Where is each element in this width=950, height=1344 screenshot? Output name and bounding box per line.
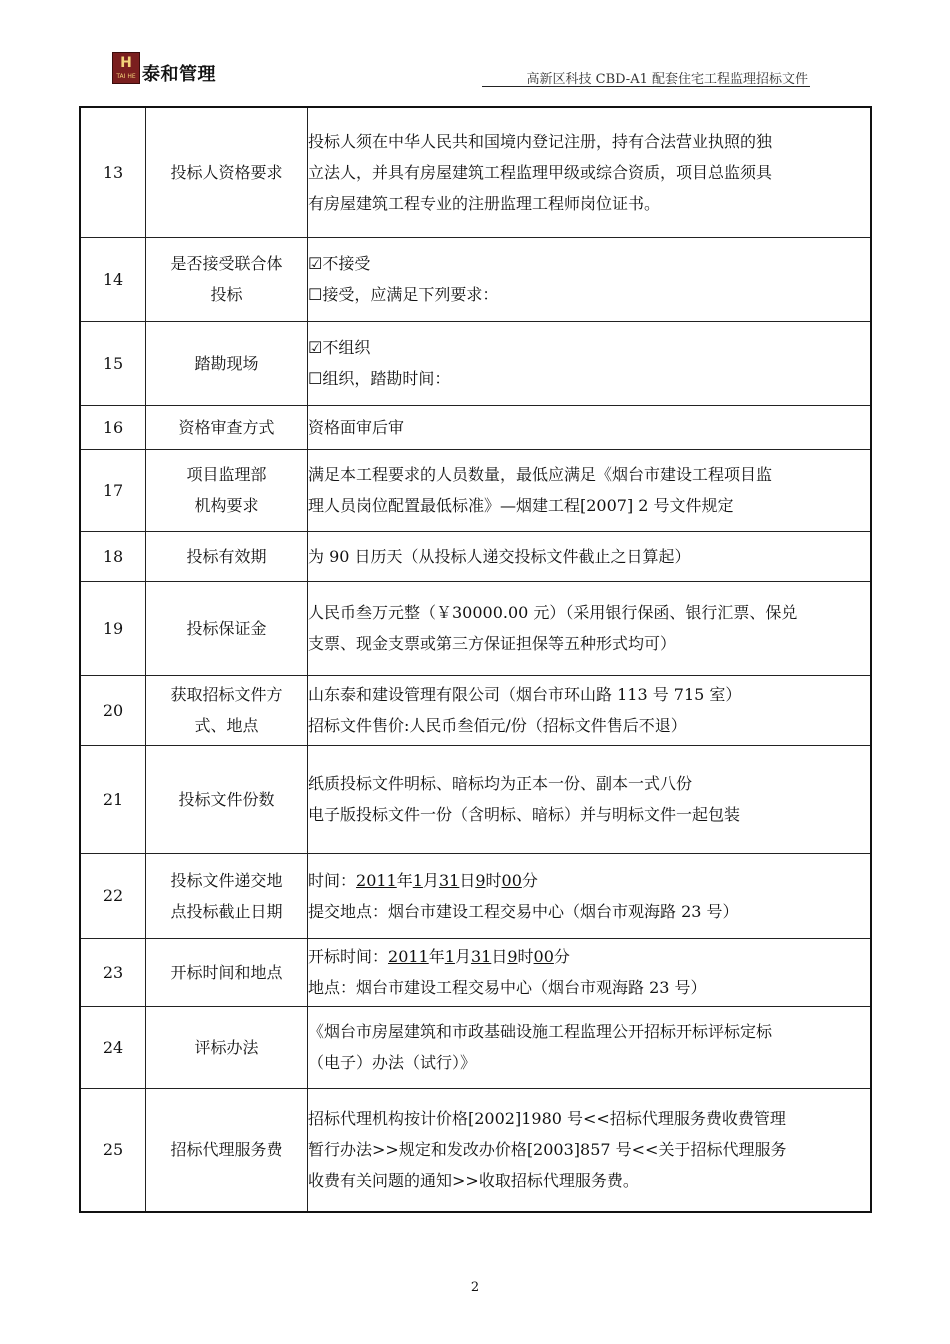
tender-info-table xyxy=(79,106,872,1213)
content-line: 提交地点：烟台市建设工程交易中心（烟台市观海路 23 号） xyxy=(308,901,739,921)
row-item xyxy=(146,675,308,745)
content-line: 有房屋建筑工程专业的注册监理工程师岗位证书。 xyxy=(308,193,661,213)
hour-unit: 时 xyxy=(485,870,502,890)
row-item xyxy=(146,449,308,531)
content-line: 资格面审后审 xyxy=(308,417,405,437)
hour-value: 9 xyxy=(475,870,486,890)
content-line: （电子）办法（试行）》 xyxy=(308,1053,477,1072)
table-row xyxy=(80,321,871,405)
month-unit: 月 xyxy=(454,947,471,966)
page-header xyxy=(112,52,810,88)
row-content xyxy=(308,853,872,938)
hour-unit: 时 xyxy=(517,947,534,966)
item-line: 是否接受联合体 xyxy=(170,254,283,273)
table-row xyxy=(80,1088,871,1212)
row-number: 17 xyxy=(80,449,146,531)
day-unit: 日 xyxy=(491,947,508,966)
row-number: 20 xyxy=(80,675,146,745)
minute-unit: 分 xyxy=(553,947,570,966)
header-divider xyxy=(482,86,810,87)
month-value: 1 xyxy=(412,870,423,890)
hour-value: 9 xyxy=(507,947,518,966)
row-content xyxy=(308,1006,872,1088)
month-unit: 月 xyxy=(422,870,439,890)
content-line: 招标代理机构按计价格[2002]1980 号<<招标代理服务费收费管理 xyxy=(308,1109,786,1129)
row-number: 16 xyxy=(80,405,146,449)
table-row xyxy=(80,531,871,581)
document-title: 高新区科技 CBD-A1 配套住宅工程监理招标文件 xyxy=(526,72,808,87)
row-content xyxy=(308,405,872,449)
row-content xyxy=(308,745,872,853)
company-name: 泰和管理 xyxy=(142,64,216,85)
content-line: 电子版投标文件一份（含明标、暗标）并与明标文件一起包装 xyxy=(308,805,741,824)
item-line: 项目监理部 xyxy=(186,465,267,484)
row-number: 25 xyxy=(80,1088,146,1212)
logo-mark: H xyxy=(120,55,132,71)
day-value: 31 xyxy=(438,870,460,890)
table-row xyxy=(80,1006,871,1088)
day-value: 31 xyxy=(470,947,492,966)
content-line: 山东泰和建设管理有限公司（烟台市环山路 113 号 715 室） xyxy=(308,685,742,704)
logo-subtext: TAI HE xyxy=(116,73,136,80)
row-number: 15 xyxy=(80,321,146,405)
row-number: 21 xyxy=(80,745,146,853)
company-logo-icon xyxy=(112,52,140,84)
row-content xyxy=(308,449,872,531)
row-item: 资格审查方式 xyxy=(146,405,308,449)
content-line: ☐接受，应满足下列要求： xyxy=(308,285,499,304)
row-item xyxy=(146,853,308,938)
row-number: 22 xyxy=(80,853,146,938)
row-item: 投标文件份数 xyxy=(146,745,308,853)
table-row xyxy=(80,938,871,1006)
row-content xyxy=(308,1088,872,1212)
time-label: 开标时间： xyxy=(308,947,389,966)
time-label: 时间： xyxy=(308,870,357,890)
table-row xyxy=(80,237,871,321)
row-number: 24 xyxy=(80,1006,146,1088)
table-row xyxy=(80,449,871,531)
content-line: 收费有关问题的通知>>收取招标代理服务费。 xyxy=(308,1171,639,1191)
content-line: 立法人，并具有房屋建筑工程监理甲级或综合资质，项目总监须具 xyxy=(308,162,773,182)
row-item: 开标时间和地点 xyxy=(146,938,308,1006)
item-line: 投标文件递交地 xyxy=(170,870,283,890)
row-content xyxy=(308,321,872,405)
row-content xyxy=(308,107,872,237)
minute-value: 00 xyxy=(501,870,522,890)
row-content xyxy=(308,675,872,745)
row-item: 评标办法 xyxy=(146,1006,308,1088)
day-unit: 日 xyxy=(459,870,476,890)
content-line: 支票、现金支票或第三方保证担保等五种形式均可） xyxy=(308,634,677,653)
item-line: 式、地点 xyxy=(194,716,259,735)
content-line: 为 90 日历天（从投标人递交投标文件截止之日算起） xyxy=(308,546,691,566)
row-item: 投标人资格要求 xyxy=(146,107,308,237)
row-item: 投标有效期 xyxy=(146,531,308,581)
content-line: 地点：烟台市建设工程交易中心（烟台市观海路 23 号） xyxy=(308,978,707,997)
minute-value: 00 xyxy=(533,947,554,966)
row-item: 踏勘现场 xyxy=(146,321,308,405)
content-line: 暂行办法>>规定和发改办价格[2003]857 号<<关于招标代理服务 xyxy=(308,1140,787,1160)
content-line: 理人员岗位配置最低标准》—烟建工程[2007] 2 号文件规定 xyxy=(308,496,734,515)
table-row xyxy=(80,581,871,675)
minute-unit: 分 xyxy=(521,870,538,890)
row-number: 13 xyxy=(80,107,146,237)
item-line: 投标 xyxy=(210,285,243,304)
item-line: 机构要求 xyxy=(194,496,259,515)
year-value: 2011 xyxy=(356,870,397,890)
row-number: 18 xyxy=(80,531,146,581)
page-number: 2 xyxy=(470,1280,480,1295)
submission-time-line xyxy=(308,865,870,896)
content-line: 纸质投标文件明标、暗标均为正本一份、副本一式八份 xyxy=(308,774,693,793)
row-item: 投标保证金 xyxy=(146,581,308,675)
year-unit: 年 xyxy=(428,947,445,966)
row-content xyxy=(308,581,872,675)
month-value: 1 xyxy=(444,947,455,966)
content-line: 招标文件售价:人民币叁佰元/份（招标文件售后不退） xyxy=(308,716,687,735)
table-row xyxy=(80,745,871,853)
content-line: 投标人须在中华人民共和国境内登记注册，持有合法营业执照的独 xyxy=(308,131,773,151)
year-unit: 年 xyxy=(396,870,413,890)
item-line: 获取招标文件方 xyxy=(170,685,283,704)
table-row xyxy=(80,107,871,237)
item-line: 点投标截止日期 xyxy=(170,901,283,921)
year-value: 2011 xyxy=(388,947,429,966)
content-line: ☐组织，踏勘时间： xyxy=(308,369,451,388)
table-row xyxy=(80,405,871,449)
table-row xyxy=(80,853,871,938)
row-item xyxy=(146,237,308,321)
row-content xyxy=(308,531,872,581)
row-item: 招标代理服务费 xyxy=(146,1088,308,1212)
content-line: ☑不组织 xyxy=(308,338,371,357)
table-row xyxy=(80,675,871,745)
content-line: 《烟台市房屋建筑和市政基础设施工程监理公开招标开标评标定标 xyxy=(308,1022,773,1041)
row-number: 23 xyxy=(80,938,146,1006)
content-line: 人民币叁万元整（￥30000.00 元）（采用银行保函、银行汇票、保兑 xyxy=(308,603,798,622)
content-line: 满足本工程要求的人员数量，最低应满足《烟台市建设工程项目监 xyxy=(308,465,773,484)
row-number: 14 xyxy=(80,237,146,321)
row-content xyxy=(308,237,872,321)
row-content xyxy=(308,938,872,1006)
content-line: ☑不接受 xyxy=(308,254,371,273)
row-number: 19 xyxy=(80,581,146,675)
opening-time-line xyxy=(308,941,870,972)
